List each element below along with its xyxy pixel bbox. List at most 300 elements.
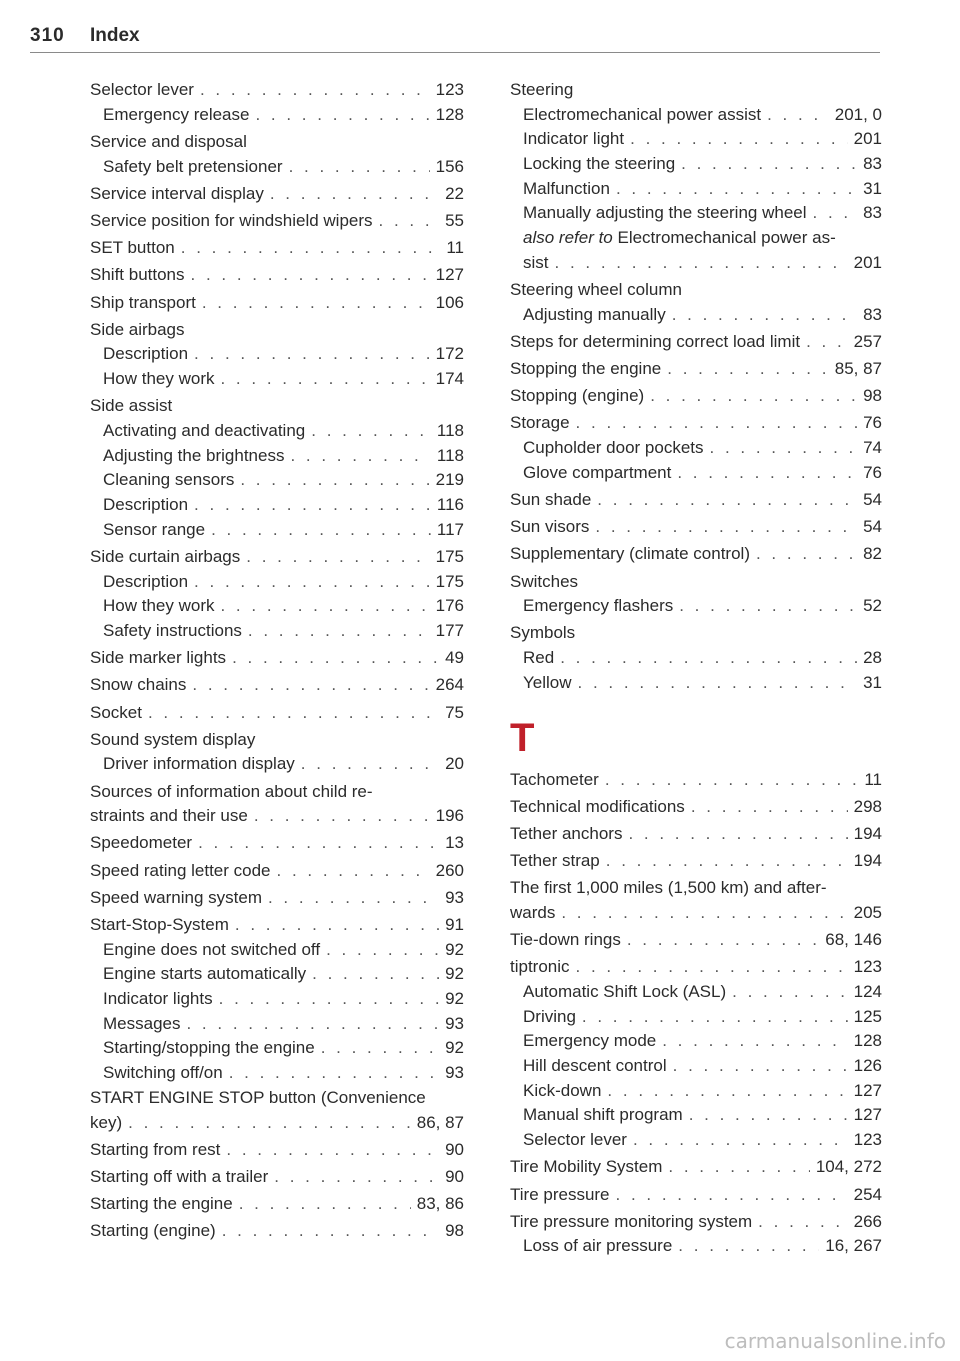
dot-leader (597, 488, 857, 513)
index-entry (510, 768, 882, 793)
index-entry-label: Indicator light (523, 129, 625, 149)
index-entry-pages: 52 (863, 596, 882, 616)
index-entry-pages: 123 (853, 957, 882, 977)
dot-leader (813, 201, 858, 226)
index-entry-label: Speed warning system (90, 887, 262, 907)
index-entry-label: How they work (103, 596, 215, 616)
index-entry-pages: 76 (863, 462, 882, 482)
dot-leader (321, 1036, 439, 1061)
index-entry-label: Sources of information about child re- (90, 781, 373, 801)
index-entry-pages: 104, 272 (815, 1157, 882, 1177)
index-entry-label: sist (523, 252, 549, 272)
index-entry-pages: 194 (853, 823, 882, 843)
dot-leader (582, 1005, 848, 1030)
dot-leader (662, 1029, 847, 1054)
dot-leader (270, 182, 439, 207)
index-entry-label: Technical modifications (510, 796, 685, 816)
index-entry (90, 780, 464, 805)
index-entry (90, 619, 464, 644)
index-entry (510, 980, 882, 1005)
index-entry-label: Manually adjusting the steering wheel (523, 203, 807, 223)
index-entry-label: Service and disposal (90, 131, 247, 151)
index-entry-pages: 98 (863, 386, 882, 406)
index-entry-pages: 128 (853, 1031, 882, 1051)
index-entry (510, 542, 882, 567)
index-entry-label: Glove compartment (523, 462, 672, 482)
dot-leader (312, 962, 439, 987)
index-entry (510, 330, 882, 355)
index-entry-label: Tire pressure (510, 1184, 610, 1204)
index-entry-pages: 176 (435, 596, 464, 616)
index-entry-pages: 91 (445, 915, 464, 934)
index-entry-label: Switching off/on (103, 1063, 223, 1083)
index-entry-label: The first 1,000 miles (1,500 km) and after- (510, 878, 827, 898)
index-entry-pages: 82 (863, 544, 882, 564)
index-entry-pages: 257 (853, 331, 882, 351)
dot-leader (255, 103, 429, 128)
index-entry-label: Emergency flashers (523, 596, 674, 616)
index-entry-label: Side airbags (90, 319, 185, 339)
index-entry (510, 411, 882, 436)
index-entry (510, 594, 882, 619)
index-entry-pages: 205 (853, 902, 882, 922)
index-entry (90, 318, 464, 343)
index-entry-pages: 54 (863, 490, 882, 509)
index-entry (510, 1029, 882, 1054)
index-entry-label: Tether anchors (510, 823, 623, 843)
dot-leader (220, 594, 429, 619)
dot-leader (681, 152, 857, 177)
dot-leader (758, 1210, 847, 1235)
index-entry-label: Stopping the engine (510, 359, 662, 379)
index-entry-pages: 106 (435, 292, 464, 312)
index-entry (510, 303, 882, 328)
dot-leader (290, 444, 430, 469)
index-entry (510, 1079, 882, 1104)
index-entry-pages: 156 (435, 156, 464, 176)
dot-leader (194, 570, 430, 595)
index-entry-pages: 92 (445, 964, 464, 984)
index-entry-pages: 123 (435, 80, 464, 99)
index-entry (510, 876, 882, 901)
index-entry-pages: 93 (445, 887, 464, 907)
dot-leader (555, 251, 848, 276)
index-entry (510, 103, 882, 128)
index-entry (90, 673, 464, 698)
index-entry (90, 419, 464, 444)
index-entry-label: Loss of air pressure (523, 1236, 673, 1256)
index-entry-label: Starting from rest (90, 1139, 221, 1159)
dot-leader (200, 78, 430, 103)
dot-leader (181, 236, 441, 261)
index-entry (510, 436, 882, 461)
index-entry-pages: 49 (445, 648, 464, 668)
index-entry-label: straints and their use (90, 806, 248, 826)
dot-leader (806, 330, 848, 355)
index-entry-label: Tachometer (510, 769, 599, 789)
dot-leader (194, 342, 430, 367)
dot-leader (311, 419, 431, 444)
dot-leader (229, 1061, 439, 1086)
index-entry-pages: 266 (853, 1211, 882, 1231)
index-entry-label: Hill descent control (523, 1056, 667, 1076)
index-entry-label: Engine starts automatically (103, 964, 307, 984)
index-entry-label: Tire pressure monitoring system (510, 1211, 753, 1231)
index-entry (510, 928, 882, 953)
dot-leader (678, 1234, 819, 1259)
index-entry-pages: 93 (445, 1013, 464, 1033)
index-entry (510, 357, 882, 382)
index-entry-pages: 194 (853, 851, 882, 871)
index-entry-label: Sensor range (103, 519, 206, 539)
index-entry-label: Yellow (523, 672, 572, 692)
index-entry (90, 728, 464, 753)
index-entry-label: Messages (103, 1013, 181, 1033)
index-entry-pages: 31 (863, 672, 882, 692)
section-title: Index (90, 25, 140, 46)
dot-leader (576, 411, 858, 436)
index-entry-pages: 118 (436, 445, 464, 465)
index-entry (90, 1219, 464, 1244)
watermark: carmanualsonline.info (724, 1329, 946, 1353)
index-entry (90, 130, 464, 155)
cross-reference-prefix: also refer to (523, 228, 613, 248)
index-entry-pages: 90 (445, 1166, 464, 1186)
index-entry-pages: 177 (435, 620, 464, 640)
index-entry-pages: 85, 87 (834, 359, 882, 379)
dot-leader (630, 127, 848, 152)
dot-leader (576, 955, 848, 980)
index-entry-label: Emergency mode (523, 1031, 657, 1051)
index-entry-label: Sun shade (510, 490, 592, 509)
index-entry-pages: 92 (445, 989, 464, 1009)
index-entry (90, 342, 464, 367)
index-entry-pages: 127 (435, 265, 464, 285)
index-entry-label: Sound system display (90, 729, 256, 749)
index-entry (90, 701, 464, 726)
index-entry (90, 886, 464, 911)
index-entry (90, 594, 464, 619)
index-entry-label: also refer to Electromechanical power as- (523, 228, 836, 248)
index-entry-label: Tie-down rings (510, 930, 621, 950)
letter-heading-t: T (510, 715, 535, 760)
index-entry-label: Cupholder door pockets (523, 438, 704, 458)
index-entry (510, 1005, 882, 1030)
index-entry-label: key) (90, 1112, 123, 1132)
index-entry-label: Supplementary (climate control) (510, 544, 750, 564)
index-entry (510, 488, 882, 513)
index-entry-pages: 55 (445, 210, 464, 230)
index-entry (510, 1128, 882, 1153)
dot-leader (191, 263, 430, 288)
index-entry (510, 226, 882, 251)
dot-leader (326, 938, 439, 963)
index-entry-pages: 128 (435, 104, 464, 124)
dot-leader (673, 1054, 848, 1079)
index-entry (510, 1183, 882, 1208)
index-entry-label: Emergency release (103, 104, 250, 124)
index-entry (90, 859, 464, 884)
index-entry-pages: 172 (435, 344, 464, 364)
index-entry-pages: 298 (853, 796, 882, 816)
index-entry (90, 913, 464, 938)
index-entry (510, 177, 882, 202)
index-entry (510, 127, 882, 152)
index-entry (90, 468, 464, 493)
index-entry-label: Start-Stop-System (90, 915, 229, 934)
index-entry (90, 493, 464, 518)
index-entry (510, 671, 882, 696)
index-entry (90, 1165, 464, 1190)
index-entry-label: Service interval display (90, 183, 264, 203)
dot-leader (689, 1103, 848, 1128)
index-entry-label: Sun visors (510, 517, 590, 537)
index-entry-pages: 22 (445, 183, 464, 203)
dot-leader (274, 1165, 439, 1190)
dot-leader (128, 1111, 411, 1136)
index-entry (90, 1192, 464, 1217)
index-entry (90, 938, 464, 963)
dot-leader (277, 859, 430, 884)
index-entry (90, 1111, 464, 1136)
index-entry (510, 515, 882, 540)
index-entry-label: Steering wheel column (510, 280, 682, 299)
index-entry-label: Driver information display (103, 754, 295, 774)
index-entry-label: Switches (510, 571, 579, 591)
index-entry (510, 251, 882, 276)
index-entry-label: Indicator lights (103, 989, 213, 1009)
index-entry-pages: 74 (863, 438, 882, 458)
index-entry-label: Cleaning sensors (103, 470, 235, 490)
index-entry (90, 1061, 464, 1086)
index-entry-label: Kick-down (523, 1080, 602, 1100)
index-entry-label: Electromechanical power assist (523, 104, 762, 124)
index-entry-label: Socket (90, 702, 142, 722)
index-entry (90, 103, 464, 128)
dot-leader (198, 831, 439, 856)
dot-leader (633, 1128, 848, 1153)
index-entry-pages: 175 (435, 546, 464, 566)
index-entry (90, 1086, 464, 1111)
page-number: 310 (30, 25, 65, 46)
index-entry-label: Starting the engine (90, 1194, 233, 1214)
index-entry-label: Locking the steering (523, 154, 676, 174)
index-entry (510, 461, 882, 486)
dot-leader (211, 518, 431, 543)
index-entry-pages: 11 (446, 238, 464, 258)
dot-leader (710, 436, 858, 461)
index-entry (90, 182, 464, 207)
index-entry-label: Selector lever (90, 80, 194, 99)
dot-leader (606, 849, 848, 874)
index-entry-pages: 75 (445, 702, 464, 722)
index-entry-pages: 196 (435, 806, 464, 826)
dot-leader (239, 1192, 411, 1217)
dot-leader (627, 928, 819, 953)
dot-leader (668, 1155, 809, 1180)
index-entry-pages: 90 (445, 1139, 464, 1159)
index-entry-pages: 16, 267 (825, 1236, 882, 1256)
index-entry-label: Engine does not switched off (103, 939, 321, 959)
dot-leader (732, 980, 847, 1005)
index-entry-pages: 11 (864, 769, 882, 789)
index-entry-pages: 201 (853, 252, 882, 272)
index-entry-pages: 123 (853, 1130, 882, 1150)
index-entry-pages: 83 (863, 154, 882, 174)
index-entry-pages: 76 (863, 413, 882, 433)
dot-leader (268, 886, 439, 911)
index-entry-label: Speedometer (90, 833, 193, 853)
index-entry (90, 646, 464, 671)
index-entry-pages: 260 (435, 860, 464, 880)
index-entry-pages: 201 (853, 129, 882, 149)
index-entry-label: Starting/stopping the engine (103, 1038, 315, 1058)
dot-leader (578, 671, 858, 696)
index-entry-pages: 116 (436, 495, 464, 514)
index-entry-label: Stopping (engine) (510, 386, 645, 406)
index-entry-label: Adjusting the brightness (103, 445, 285, 465)
dot-leader (672, 303, 857, 328)
index-entry-label: Ship transport (90, 292, 196, 312)
dot-leader (561, 901, 847, 926)
dot-leader (607, 1079, 847, 1104)
index-entry-label: Storage (510, 413, 570, 433)
index-entry-label: Safety belt pretensioner (103, 156, 283, 176)
index-entry-label: tiptronic (510, 957, 570, 977)
index-entry-label: Symbols (510, 623, 576, 643)
dot-leader (650, 384, 857, 409)
dot-leader (301, 752, 439, 777)
dot-leader (148, 701, 439, 726)
index-entry (510, 1210, 882, 1235)
index-entry (510, 955, 882, 980)
index-entry (90, 291, 464, 316)
index-entry-pages: 117 (436, 519, 464, 539)
index-entry (90, 209, 464, 234)
index-entry-pages: 68, 146 (825, 930, 882, 950)
index-entry (510, 1234, 882, 1259)
index-column-left (90, 78, 464, 1244)
index-entry-pages: 219 (435, 470, 464, 490)
index-entry (510, 795, 882, 820)
dot-leader (240, 468, 429, 493)
index-entry (90, 962, 464, 987)
index-entry (90, 518, 464, 543)
index-entry-label: wards (510, 902, 556, 922)
index-entry (510, 849, 882, 874)
index-entry-pages: 98 (445, 1221, 464, 1241)
index-entry (90, 987, 464, 1012)
index-entry (510, 822, 882, 847)
index-entry-label: SET button (90, 238, 175, 258)
dot-leader (595, 515, 857, 540)
dot-leader (605, 768, 859, 793)
index-entry-pages: 83, 86 (416, 1194, 464, 1214)
index-entry-label: Speed rating letter code (90, 860, 271, 880)
index-entry-pages: 254 (853, 1184, 882, 1204)
index-entry-label: Manual shift program (523, 1105, 683, 1125)
index-entry (510, 570, 882, 595)
index-entry-pages: 126 (853, 1056, 882, 1076)
index-entry (90, 367, 464, 392)
index-entry-label: Description (103, 571, 189, 591)
index-entry-pages: 13 (445, 833, 464, 853)
index-entry-pages: 125 (853, 1006, 882, 1026)
index-entry-label: START ENGINE STOP button (Convenience (90, 1087, 426, 1107)
dot-leader (691, 795, 848, 820)
index-entry-pages: 20 (445, 754, 464, 774)
dot-leader (186, 1012, 439, 1037)
index-entry-label: Service position for windshield wipers (90, 210, 373, 230)
index-entry-label: Adjusting manually (523, 304, 666, 324)
index-entry-label: Tire Mobility System (510, 1157, 663, 1177)
dot-leader (248, 619, 430, 644)
dot-leader (202, 291, 430, 316)
index-entry (90, 1036, 464, 1061)
dot-leader (194, 493, 431, 518)
dot-leader (679, 594, 857, 619)
index-entry-label: Selector lever (523, 1130, 627, 1150)
dot-leader (289, 155, 430, 180)
index-entry-pages: 92 (445, 1038, 464, 1058)
index-entry (90, 831, 464, 856)
dot-leader (667, 357, 828, 382)
index-entry-pages: 264 (435, 675, 464, 695)
index-entry (510, 646, 882, 671)
index-group-s-continued (510, 78, 882, 696)
index-entry-pages: 201, 0 (834, 104, 882, 124)
dot-leader (235, 913, 439, 938)
index-entry-label: Side curtain airbags (90, 546, 241, 566)
index-entry (510, 201, 882, 226)
index-entry-pages: 83 (863, 304, 882, 324)
index-entry-pages: 175 (435, 571, 464, 591)
index-entry (90, 545, 464, 570)
index-entry (90, 752, 464, 777)
index-entry (510, 278, 882, 303)
index-entry (510, 152, 882, 177)
index-entry-label: Description (103, 495, 189, 514)
index-entry (90, 236, 464, 261)
dot-leader (677, 461, 857, 486)
dot-leader (254, 804, 430, 829)
index-entry (510, 621, 882, 646)
index-entry-pages: 127 (853, 1105, 882, 1125)
dot-leader (246, 545, 429, 570)
dot-leader (379, 209, 440, 234)
index-entry (510, 1155, 882, 1180)
index-entry (510, 1103, 882, 1128)
index-entry (90, 570, 464, 595)
index-entry-label: Activating and deactivating (103, 420, 306, 440)
index-entry (90, 78, 464, 103)
dot-leader (219, 987, 439, 1012)
index-entry-label: Tether strap (510, 851, 600, 871)
index-entry-label: Side assist (90, 396, 173, 416)
index-entry-pages: 54 (863, 517, 882, 537)
dot-leader (232, 646, 439, 671)
dot-leader (628, 822, 847, 847)
index-group-t (510, 768, 882, 1260)
index-entry (90, 263, 464, 288)
index-entry (90, 1138, 464, 1163)
dot-leader (226, 1138, 439, 1163)
index-entry-label: Starting (engine) (90, 1221, 216, 1241)
dot-leader (222, 1219, 439, 1244)
index-entry (90, 155, 464, 180)
index-entry-pages: 83 (863, 203, 882, 223)
dot-leader (767, 103, 829, 128)
